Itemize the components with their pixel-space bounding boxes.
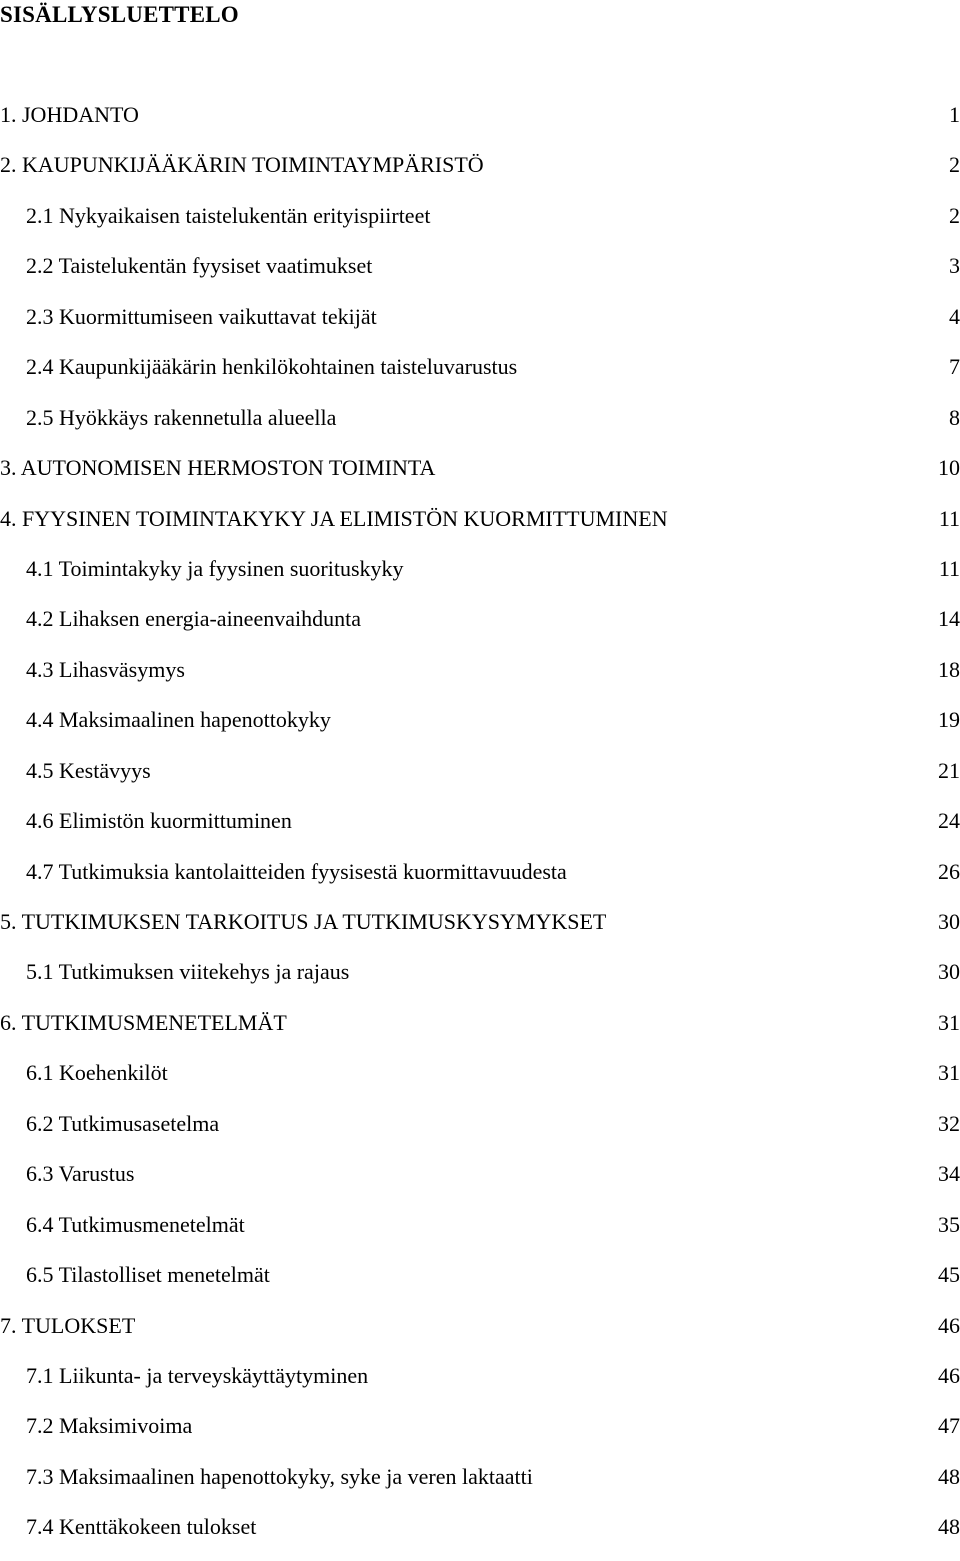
- toc-entry: [0, 602, 960, 652]
- toc-entry: [0, 1056, 960, 1106]
- toc-entry: [0, 1309, 960, 1359]
- toc-entry: [0, 653, 960, 703]
- toc-entry-page-number: 8: [949, 404, 960, 430]
- toc-entry: [0, 1107, 960, 1157]
- table-of-contents: [0, 98, 960, 1561]
- toc-entry-page-number: 46: [938, 1312, 960, 1338]
- toc-entry-label: 6.4 Tutkimusmenetelmät: [26, 1211, 245, 1237]
- toc-entry: [0, 1258, 960, 1308]
- toc-entry-page-number: 21: [938, 757, 960, 783]
- toc-entry-label: 4.5 Kestävyys: [26, 757, 151, 783]
- toc-entry-page-number: 30: [938, 959, 960, 985]
- toc-entry-label: 2.5 Hyökkäys rakennetulla alueella: [26, 404, 337, 430]
- toc-entry: [0, 502, 960, 552]
- toc-entry: [0, 199, 960, 249]
- toc-entry-label: 5. TUTKIMUKSEN TARKOITUS JA TUTKIMUSKYSYMYKSET: [0, 909, 607, 934]
- toc-entry-page-number: 35: [938, 1211, 960, 1237]
- toc-entry-label: 4. FYYSINEN TOIMINTAKYKY JA ELIMISTÖN KUORMITTUMINEN: [0, 505, 668, 531]
- toc-entry-label: 6.3 Varustus: [26, 1161, 135, 1187]
- toc-entry: [0, 703, 960, 753]
- toc-entry-label: 6.2 Tutkimusasetelma: [26, 1110, 220, 1136]
- toc-entry: [0, 804, 960, 854]
- toc-entry-label: 4.6 Elimistön kuormittuminen: [26, 808, 292, 834]
- toc-entry-page-number: 45: [938, 1262, 960, 1288]
- toc-entry: [0, 905, 960, 955]
- toc-entry-page-number: 11: [938, 505, 960, 531]
- toc-entry-label: 4.3 Lihasväsymys: [26, 656, 185, 682]
- toc-entry-label: 2.1 Nykyaikaisen taistelukentän erityispiirteet: [26, 202, 431, 228]
- toc-entry-page-number: 2: [949, 152, 960, 178]
- toc-entry-page-number: 46: [938, 1362, 960, 1388]
- toc-entry-page-number: 19: [938, 707, 960, 733]
- toc-entry: [0, 148, 960, 198]
- toc-entry: [0, 401, 960, 451]
- toc-entry: [0, 1006, 960, 1056]
- toc-entry-page-number: 30: [938, 909, 960, 934]
- toc-entry-page-number: 26: [938, 858, 960, 884]
- toc-entry-page-number: 32: [938, 1110, 960, 1136]
- toc-entry-label: 2.2 Taistelukentän fyysiset vaatimukset: [26, 253, 373, 279]
- page-title: SISÄLLYSLUETTELO: [0, 2, 239, 27]
- toc-entry-page-number: 48: [938, 1463, 960, 1489]
- toc-entry: [0, 1409, 960, 1459]
- toc-entry-label: 6. TUTKIMUSMENETELMÄT: [0, 1009, 287, 1035]
- toc-entry-page-number: 2: [949, 202, 960, 228]
- toc-entry-label: 6.5 Tilastolliset menetelmät: [26, 1262, 270, 1288]
- toc-entry: [0, 300, 960, 350]
- toc-entry-page-number: 4: [949, 303, 960, 329]
- toc-entry-page-number: 3: [949, 253, 960, 279]
- toc-entry-page-number: 1: [949, 102, 960, 127]
- toc-entry: [0, 955, 960, 1005]
- toc-entry: [0, 1359, 960, 1409]
- toc-entry-label: 6.1 Koehenkilöt: [26, 1060, 168, 1086]
- toc-entry-label: 7.3 Maksimaalinen hapenottokyky, syke ja veren laktaatti: [26, 1463, 533, 1489]
- toc-entry-label: 7.1 Liikunta- ja terveyskäyttäytyminen: [26, 1362, 369, 1388]
- toc-entry-label: 5.1 Tutkimuksen viitekehys ja rajaus: [26, 959, 350, 985]
- toc-entry-label: 7.2 Maksimivoima: [26, 1413, 193, 1439]
- toc-entry-page-number: 34: [938, 1161, 960, 1187]
- toc-entry: [0, 1510, 960, 1560]
- toc-entry: [0, 1460, 960, 1510]
- toc-entry-page-number: 48: [938, 1514, 960, 1540]
- toc-entry-page-number: 7: [949, 354, 960, 380]
- toc-entry-label: 4.2 Lihaksen energia-aineenvaihdunta: [26, 606, 361, 632]
- toc-entry: [0, 451, 960, 501]
- toc-entry: [0, 855, 960, 905]
- toc-entry-page-number: 31: [938, 1060, 960, 1086]
- toc-entry-label: 2. KAUPUNKIJÄÄKÄRIN TOIMINTAYMPÄRISTÖ: [0, 152, 484, 178]
- toc-entry-page-number: 47: [938, 1413, 960, 1439]
- toc-entry-label: 7. TULOKSET: [0, 1312, 136, 1338]
- toc-entry-label: 4.7 Tutkimuksia kantolaitteiden fyysisestä kuormittavuudesta: [26, 858, 567, 884]
- toc-entry: [0, 1208, 960, 1258]
- toc-entry: [0, 552, 960, 602]
- toc-entry-label: 7.4 Kenttäkokeen tulokset: [26, 1514, 257, 1540]
- toc-entry: [0, 350, 960, 400]
- toc-entry-label: 4.4 Maksimaalinen hapenottokyky: [26, 707, 331, 733]
- toc-entry-page-number: 10: [938, 455, 960, 481]
- toc-entry-label: 3. AUTONOMISEN HERMOSTON TOIMINTA: [0, 455, 436, 481]
- toc-entry: [0, 1157, 960, 1207]
- toc-entry-page-number: 31: [938, 1009, 960, 1035]
- toc-entry-label: 2.3 Kuormittumiseen vaikuttavat tekijät: [26, 303, 377, 329]
- toc-entry: [0, 754, 960, 804]
- toc-entry: [0, 98, 960, 148]
- toc-entry-page-number: 14: [938, 606, 960, 632]
- toc-entry-page-number: 11: [938, 555, 960, 581]
- toc-entry: [0, 249, 960, 299]
- toc-entry-label: 2.4 Kaupunkijääkärin henkilökohtainen taisteluvarustus: [26, 354, 518, 380]
- toc-entry-label: 4.1 Toimintakyky ja fyysinen suorituskyky: [26, 555, 404, 581]
- toc-entry-page-number: 18: [938, 656, 960, 682]
- toc-entry-page-number: 24: [938, 808, 960, 834]
- toc-entry-label: 1. JOHDANTO: [0, 102, 139, 127]
